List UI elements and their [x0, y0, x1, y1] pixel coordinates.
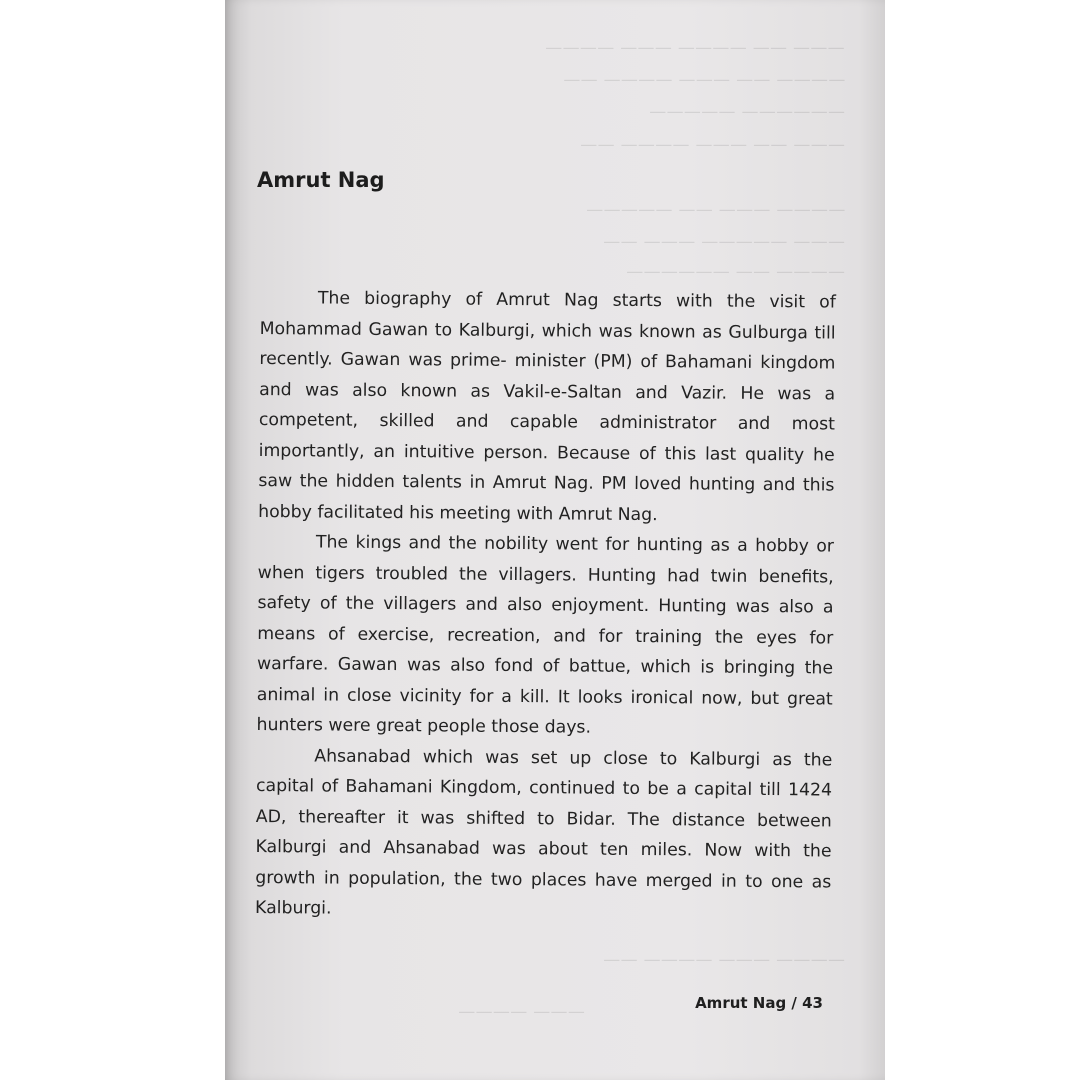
paragraph-1: The biography of Amrut Nag starts with the visit of Mohammad Gawan to Kalburgi, which was known as Gulburga till recently. Gawan was prime- minister (PM) of Bahamani kingdom and was also known as Vakil-e-Saltan and Vazir. He was a competent, skilled and capable administrator and most importantly, an intuitive person. Because of this last quality he saw the hidden talents in Amrut Nag. PM loved hunting and this hobby facilitated his meeting with Amrut Nag.: [258, 288, 836, 525]
paragraph-2: The kings and the nobility went for hunting as a hobby or when tigers troubled the villagers. Hunting had twin benefits, safety of the villagers and also enjoyment. Hunting was also a means of exercise, recreation, and for training the eyes for warfare. Gawan was also fond of battue, which is bringing the animal in close vicinity for a kill. It looks ironical now, but great hunters were great people those days.: [256, 532, 835, 738]
body-text: [255, 283, 836, 928]
chapter-title: Amrut Nag: [257, 168, 385, 192]
paragraph-3: Ahsanabad which was set up close to Kalburgi as the capital of Bahamani Kingdom, continued to be a capital till 1424 AD, thereafter it was shifted to Bidar. The distance between Kalburgi and Ahsanabad was about ten miles. Now with the growth in population, the two places have merged in to one as Kalburgi.: [255, 745, 833, 919]
book-page: ——— —— ———— ——— ———— ———— —— ——— ———— —— —————— ————— ——— —— ——— ———— —— ———— ——— —— ————— ——— ————— ——— —— ———— —— —————— ———— ——— ———— —— ——— ———— Amrut Nag The biography of Amrut Nag starts with the visit of Mohammad Gawan to Kalburgi, which was known as Gulburga till recently. Gawan was prime- minister (PM) of Bahamani kingdom and was also known as Vakil-e-Saltan and Vazir. He was a competent, skilled and capable administrator and most importantly, an intuitive person. Because of this last quality he saw the hidden talents in Amrut Nag. PM loved hunting and this hobby facilitated his meeting with Amrut Nag. The kings and the nobility went for hunting as a hobby or when tigers troubled the villagers. Hunting had twin benefits, safety of the villagers and also enjoyment. Hunting was also a means of exercise, recreation, and for training the eyes for warfare. Gawan was also fond of battue, which is bringing the animal in close vicinity for a kill. It looks ironical now, but great hunters were great people those days. Ahsanabad which was set up close to Kalburgi as the capital of Bahamani Kingdom, continued to be a capital till 1424 AD, thereafter it was shifted to Bidar. The distance between Kalburgi and Ahsanabad was about ten miles. Now with the growth in population, the two places have merged in to one as Kalburgi. Amrut Nag / 43: [225, 0, 885, 1080]
running-footer: Amrut Nag / 43: [695, 994, 823, 1012]
